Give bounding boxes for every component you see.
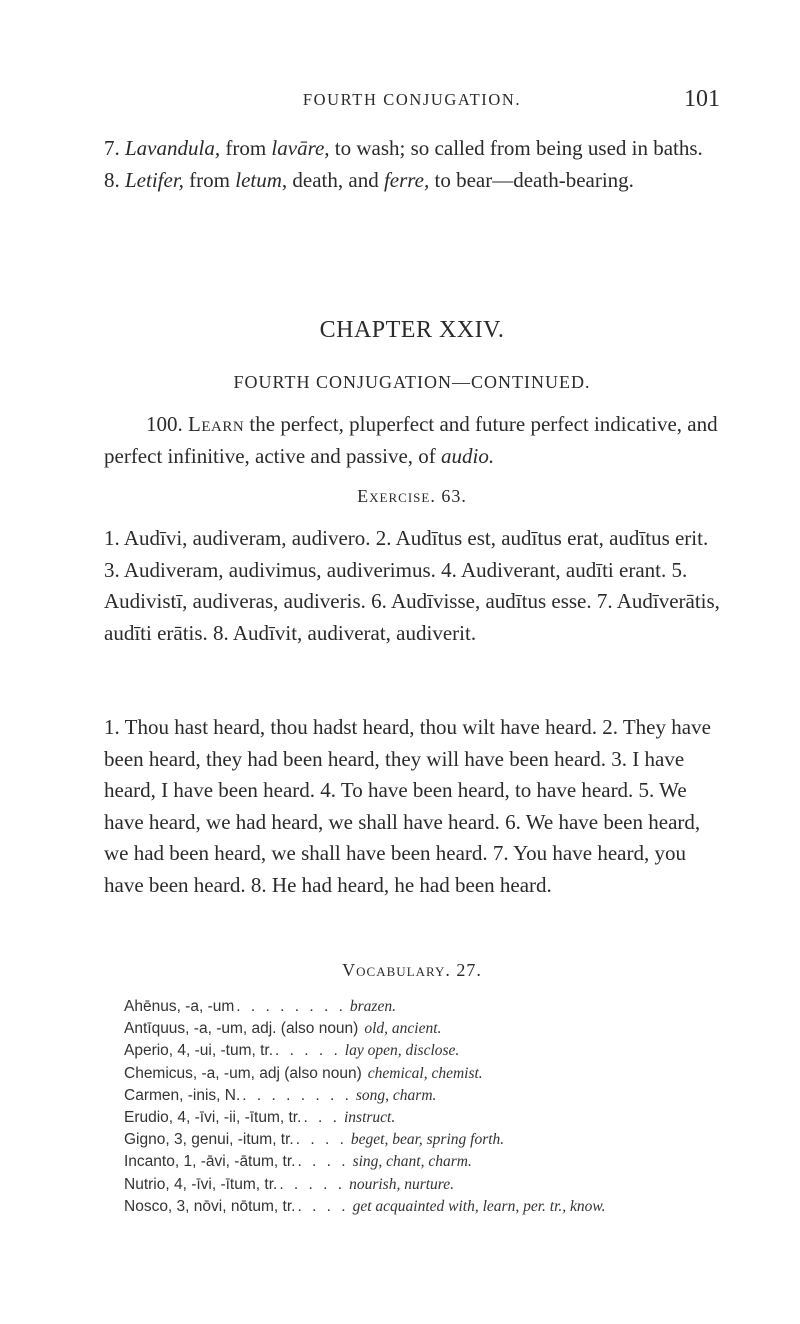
note-text: to wash; so called from being used in baths. [329, 136, 703, 160]
vocab-latin: Carmen, -inis, N. [124, 1086, 241, 1104]
leader-dots: . . . . . . . . [242, 1086, 352, 1104]
vocab-meaning: brazen. [349, 998, 396, 1015]
note-source: ferre, [383, 167, 430, 192]
vocab-meaning: chemical, chemist. [367, 1064, 483, 1082]
vocab-meaning: sing, chant, charm. [352, 1153, 472, 1171]
leader-dots: . . . . . [275, 1042, 341, 1060]
vocab-meaning: lay open, disclose. [344, 1042, 460, 1060]
vocab-latin: Incanto, 1, -āvi, -ātum, tr. [124, 1153, 296, 1171]
vocab-latin: Ahēnus, -a, -um [124, 998, 235, 1015]
vocab-entry [124, 1129, 724, 1151]
note-number: 7. [104, 136, 120, 160]
lesson-text [104, 409, 720, 472]
vocab-meaning: instruct. [343, 1109, 396, 1127]
vocab-meaning: nourish, nurture. [349, 1175, 454, 1193]
lesson-body: the perfect, pluperfect and future perfect indicative, and perfect infinitive, active and passive, of [104, 412, 718, 468]
leader-dots: . . . . . . . . [236, 998, 346, 1015]
vocab-meaning: beget, bear, spring forth. [350, 1131, 505, 1149]
vocab-entry [124, 1174, 724, 1196]
footnotes-section [104, 133, 720, 196]
vocab-entry [124, 1040, 724, 1062]
vocab-entry [124, 1196, 724, 1218]
note-text: from [183, 167, 236, 192]
lesson-lead: Learn [188, 412, 245, 436]
vocabulary-list [124, 996, 724, 1218]
note-7 [104, 133, 720, 165]
vocab-latin: Gigno, 3, genui, -itum, tr. [124, 1131, 294, 1149]
vocab-entry [124, 1063, 724, 1085]
vocab-latin: Nutrio, 4, -īvi, -ītum, tr. [124, 1175, 278, 1193]
exercise-english [104, 712, 720, 901]
vocab-latin: Erudio, 4, -īvi, -ii, -ītum, tr. [124, 1109, 302, 1127]
note-term: Letifer, [125, 167, 184, 192]
vocabulary-heading: Vocabulary. 27. [342, 960, 482, 980]
vocab-latin: Chemicus, -a, -um, adj (also noun) [124, 1064, 362, 1082]
vocab-entry [124, 1018, 724, 1040]
chapter-heading: CHAPTER XXIV. [319, 317, 505, 343]
note-term: Lavandula, [125, 136, 221, 160]
leader-dots: . . . . [297, 1197, 349, 1215]
exercise-latin [104, 523, 720, 649]
lesson-number: 100. [146, 412, 183, 436]
vocab-latin: Nosco, 3, nōvi, nōtum, tr. [124, 1197, 296, 1215]
running-header [104, 86, 720, 116]
running-title: FOURTH CONJUGATION. [302, 90, 522, 109]
note-source: lavāre, [271, 136, 330, 160]
vocab-meaning: old, ancient. [364, 1020, 442, 1038]
vocab-entry [124, 1151, 724, 1173]
chapter-subtitle: FOURTH CONJUGATION—CONTINUED. [233, 372, 591, 392]
vocab-entry [124, 996, 724, 1018]
leader-dots: . . . . . [279, 1175, 346, 1193]
note-text: death, and [287, 167, 384, 192]
note-source: letum, [235, 167, 288, 192]
leader-dots: . . . . [295, 1131, 347, 1149]
vocab-entry [124, 1085, 724, 1107]
english-sentences: 1. Thou hast heard, thou hadst heard, thou wilt have heard. 2. They have been heard, they had been heard, they will have been heard. 3. I have heard, I have been heard. 4. To have been heard, to have heard. 5. We have heard, we had heard, we shall have heard. 6. We have been heard, we had been heard, we shall have been heard. 7. You have heard, you have been heard. 8. He had heard, he had been heard. [104, 715, 711, 897]
note-number: 8. [104, 167, 120, 192]
note-text: from [220, 136, 272, 160]
leader-dots: . . . [303, 1109, 340, 1127]
lesson-paragraph [104, 409, 720, 472]
exercise-heading: Exercise. 63. [357, 486, 467, 506]
vocab-meaning: get acquainted with, learn, per. tr., know. [352, 1197, 606, 1215]
latin-sentences: 1. Audīvi, audiveram, audivero. 2. Audītus est, audītus erat, audītus erit. 3. Audiveram, audivimus, audiverimus. 4. Audiverant, audīti erant. 5. Audivistī, audiveras, audiveris. 6. Audīvisse, audītus esse. 7. Audīverātis, audīti erātis. 8. Audīvit, audiverat, audiverit. [104, 526, 720, 645]
vocab-meaning: song, charm. [355, 1086, 437, 1104]
vocab-latin: Antīquus, -a, -um, adj. (also noun) [124, 1020, 359, 1038]
leader-dots: . . . . [297, 1153, 349, 1171]
page-number: 101 [684, 86, 720, 112]
vocab-latin: Aperio, 4, -ui, -tum, tr. [124, 1042, 274, 1060]
note-text: to bear—death-bearing. [429, 167, 634, 192]
vocab-entry [124, 1107, 724, 1129]
note-8 [104, 165, 720, 197]
lesson-verb: audio. [441, 443, 495, 468]
